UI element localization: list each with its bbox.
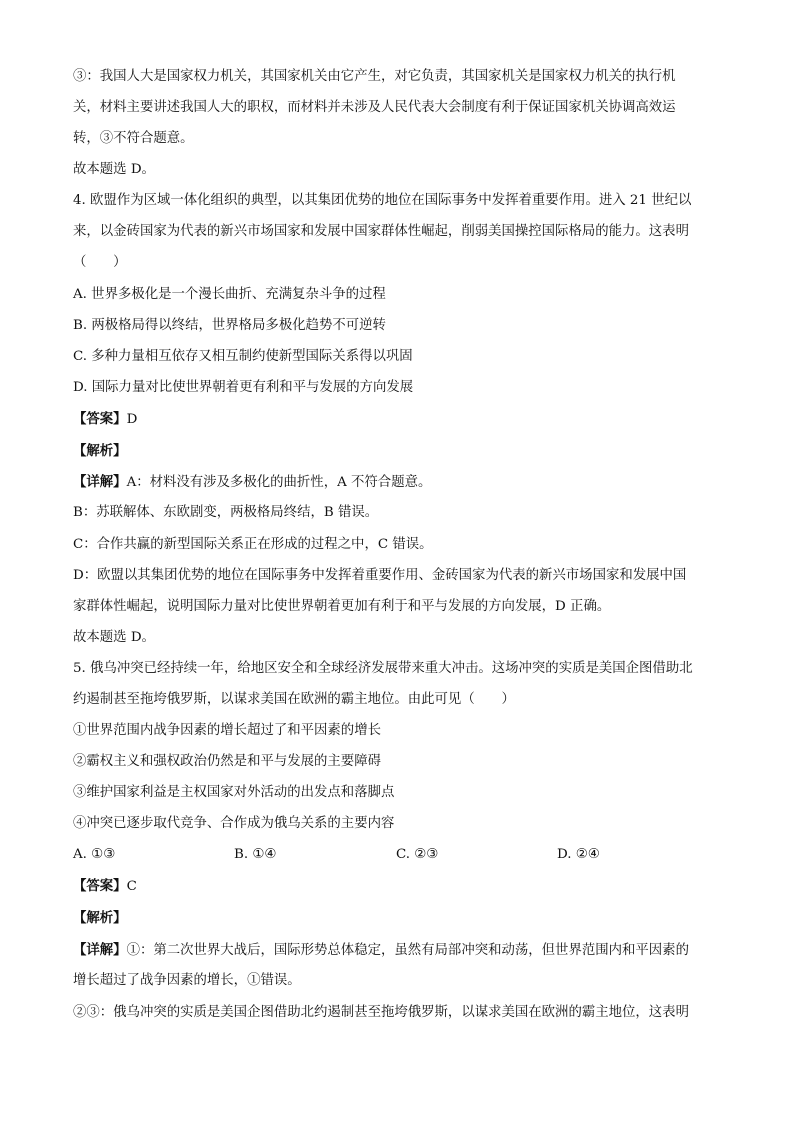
q4-conclusion: 故本题选 D。 xyxy=(73,630,155,645)
q4-stem-line-1: 4. 欧盟作为区域一体化组织的典型，以其集团优势的地位在国际事务中发挥着重要作用。进入 21 世纪以 xyxy=(73,193,692,208)
q4-detail-label: 【详解】 xyxy=(73,474,127,490)
q5-choice-b: B. ①④ xyxy=(234,847,277,862)
q4-stem-line-3: （ ） xyxy=(73,255,127,270)
q4-detail-b: B：苏联解体、东欧剧变，两极格局终结，B 错误。 xyxy=(73,505,379,520)
q3-conclusion: 故本题选 D。 xyxy=(73,162,155,177)
q4-stem-line-2: 来，以金砖国家为代表的新兴市场国家和发展中国家群体性崛起，削弱美国操控国际格局的能力。这表明 xyxy=(73,224,689,239)
q4-option-c: C. 多种力量相互依存又相互制约使新型国际关系得以巩固 xyxy=(73,349,413,364)
q3-explanation-line-3: 转，③不符合题意。 xyxy=(73,131,194,146)
q4-analysis-label: 【解析】 xyxy=(73,443,127,459)
q5-item-2: ②霸权主义和强权政治仍然是和平与发展的主要障碍 xyxy=(73,754,381,769)
q4-detail-d-line-2: 家群体性崛起，说明国际力量对比使世界朝着更加有利于和平与发展的方向发展，D 正确。 xyxy=(73,599,611,614)
q5-detail-line-1: 【详解】①：第二次世界大战后，国际形势总体稳定，虽然有局部冲突和动荡，但世界范围内和平因素的 xyxy=(73,942,689,958)
q5-detail-label: 【详解】 xyxy=(73,942,127,958)
q5-detail-line-3: ②③：俄乌冲突的实质是美国企图借助北约遏制甚至拖垮俄罗斯，以谋求美国在欧洲的霸主地位，这表明 xyxy=(73,1005,689,1020)
q5-analysis-label: 【解析】 xyxy=(73,910,127,926)
q5-detail-line-2: 增长超过了战争因素的增长，①错误。 xyxy=(73,973,301,988)
q5-answer xyxy=(73,876,137,897)
q4-answer xyxy=(73,409,137,430)
q5-answer-value: C xyxy=(126,879,137,894)
q5-choice-d: D. ②④ xyxy=(557,847,600,862)
q4-option-a: A. 世界多极化是一个漫长曲折、充满复杂斗争的过程 xyxy=(73,287,386,302)
q5-stem-line-2: 约遏制甚至拖垮俄罗斯，以谋求美国在欧洲的霸主地位。由此可见（ ） xyxy=(73,692,515,707)
q5-choice-c: C. ②③ xyxy=(396,847,439,862)
q3-explanation-line-2: 关，材料主要讲述我国人大的职权，而材料并未涉及人民代表大会制度有利于保证国家机关协调高效运 xyxy=(73,100,676,115)
q5-stem-line-1: 5. 俄乌冲突已经持续一年，给地区安全和全球经济发展带来重大冲击。这场冲突的实质是美国企图借助北 xyxy=(73,661,693,676)
q5-item-3: ③维护国家利益是主权国家对外活动的出发点和落脚点 xyxy=(73,785,395,800)
q3-explanation-line-1: ③：我国人大是国家权力机关，其国家机关由它产生，对它负责，其国家机关是国家权力机关的执行机 xyxy=(73,69,676,84)
q4-answer-label: 【答案】 xyxy=(73,411,127,427)
q4-option-d: D. 国际力量对比使世界朝着更有利和平与发展的方向发展 xyxy=(73,380,414,395)
q4-detail-a: 【详解】A：材料没有涉及多极化的曲折性，A 不符合题意。 xyxy=(73,474,432,490)
q4-answer-value: D xyxy=(126,412,138,427)
q4-option-b: B. 两极格局得以终结，世界格局多极化趋势不可逆转 xyxy=(73,318,386,333)
q5-item-1: ①世界范围内战争因素的增长超过了和平因素的增长 xyxy=(73,723,381,738)
q4-detail-c: C：合作共赢的新型国际关系正在形成的过程之中，C 错误。 xyxy=(73,537,433,552)
q5-choice-a: A. ①③ xyxy=(73,847,116,862)
q4-detail-d-line-1: D：欧盟以其集团优势的地位在国际事务中发挥着重要作用、金砖国家为代表的新兴市场国家和发展中国 xyxy=(73,568,687,583)
q5-answer-label: 【答案】 xyxy=(73,878,127,894)
q5-item-4: ④冲突已逐步取代竞争、合作成为俄乌关系的主要内容 xyxy=(73,816,395,831)
